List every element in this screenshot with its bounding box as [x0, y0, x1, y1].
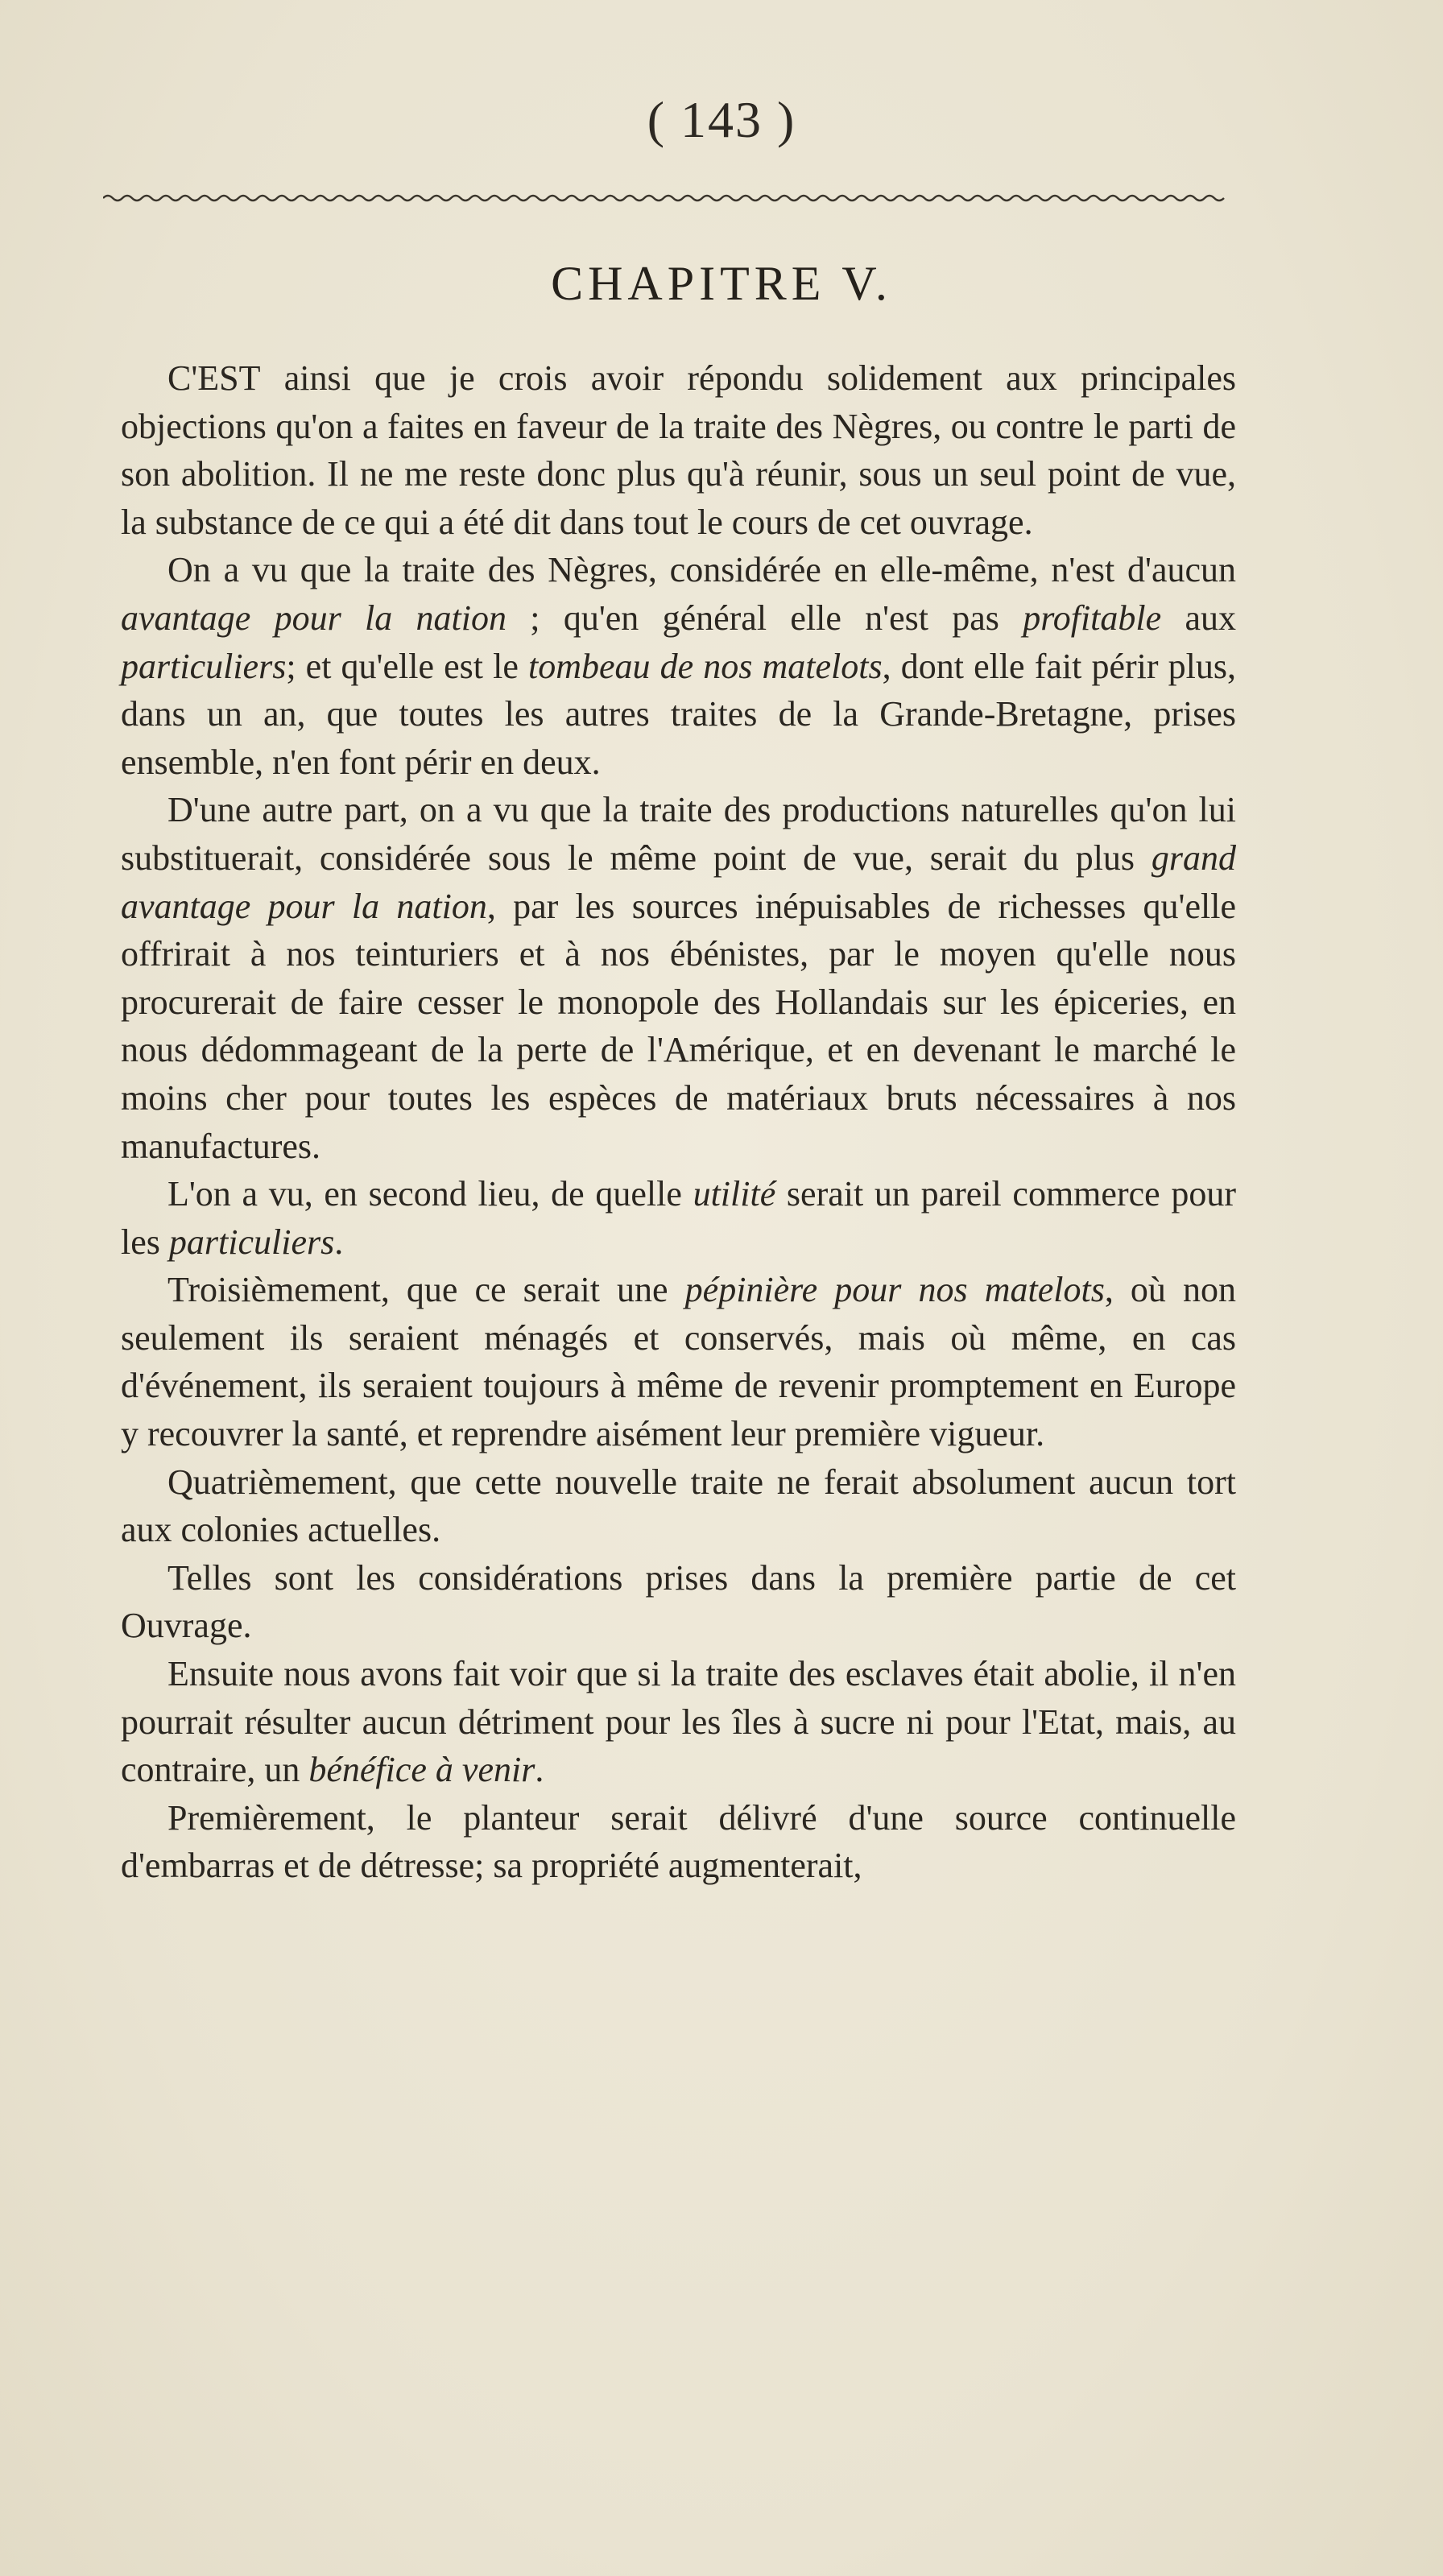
italic-text: particuliers	[168, 1222, 335, 1262]
text-run: aux	[1161, 597, 1236, 638]
text-run: Telles sont les considérations prises dans la première partie de cet Ouvrage.	[121, 1557, 1236, 1646]
text-run: On a vu que la traite des Nègres, considérée en elle-même, n'est d'aucun	[167, 550, 1236, 590]
page-number: ( 143 )	[647, 91, 796, 148]
small-caps-text: C'EST	[167, 358, 261, 398]
text-run: serait un pareil commerce pour les	[121, 1174, 1236, 1262]
text-run: .	[334, 1222, 344, 1262]
italic-text: grand avantage pour la nation	[121, 837, 1236, 926]
paragraph	[121, 786, 1236, 1170]
paragraph	[121, 1794, 1236, 1890]
text-run: Quatrièmement, que cette nouvelle traite ne ferait absolument aucun tort aux colonies actuelles.	[121, 1462, 1236, 1550]
paragraph	[121, 1266, 1236, 1458]
text-run: ; qu'en général elle n'est pas	[506, 597, 1023, 638]
text-run: L'on a vu, en second lieu, de quelle	[167, 1174, 693, 1214]
italic-text: avantage pour la nation	[121, 597, 506, 638]
text-run: , où non seulement ils seraient ménagés et conservés, mais où même, en cas d'événement, ils seraient toujours à même de revenir promptement en Europe y recouvrer la santé, et reprendre aisément leur première vigueur.	[121, 1270, 1237, 1454]
text-run: Troisièmement, que ce serait une	[167, 1270, 685, 1310]
italic-text: tombeau de nos matelots	[527, 646, 883, 686]
paragraph	[121, 1650, 1236, 1794]
italic-text: utilité	[693, 1174, 776, 1214]
paragraph	[121, 1458, 1236, 1554]
text-run: Ensuite nous avons fait voir que si la traite des esclaves était abolie, il n'en pourrait résulter aucun détriment pour les îles à sucre ni pour l'Etat, mais, au contraire, un	[121, 1654, 1236, 1790]
paragraph	[121, 1554, 1236, 1650]
text-run: Premièrement, le planteur serait délivré d'une source continuelle d'embarras et de détresse; sa propriété augmenterait,	[121, 1797, 1236, 1886]
italic-text: profitable	[1023, 597, 1162, 638]
text-run: D'une autre part, on a vu que la traite des productions naturelles qu'on lui substituerait, considérée sous le même point de vue, serait du plus	[121, 790, 1236, 878]
paragraph	[121, 354, 1236, 546]
text-run: ainsi que je crois avoir répondu solidement aux principales objections qu'on a faites en faveur de la traite des Nègres, ou contre le parti de son abolition. Il ne me reste donc plus qu'à réunir, sous un seul point de vue, la substance de ce qui a été dit dans tout le cours de cet ouvrage.	[121, 358, 1236, 542]
decorative-rule	[103, 192, 1240, 205]
body-text	[121, 354, 1236, 1890]
text-run: , par les sources inépuisables de richesses qu'elle offrirait à nos teinturiers et à nos ébénistes, par le moyen qu'elle nous procurerait de faire cesser le monopole des Hollandais sur les épiceries, en nous dédommageant de la perte de l'Amérique, et en devenant le marché le moins cher pour toutes les espèces de matériaux bruts nécessaires à nos manufactures.	[121, 886, 1236, 1166]
chapter-title: CHAPITRE V.	[551, 257, 892, 310]
italic-text: pépinière pour nos matelots	[684, 1270, 1105, 1310]
italic-text: particuliers	[121, 646, 287, 686]
paragraph	[121, 546, 1236, 786]
text-run: , dont elle fait périr plus, dans un an, que toutes les autres traites de la Grande-Bretagne, prises ensemble, n'en font périr en deux.	[121, 646, 1236, 782]
text-run: ; et qu'elle est le	[286, 646, 528, 686]
paragraph	[121, 1170, 1236, 1266]
text-run: .	[535, 1750, 544, 1790]
italic-text: bénéfice à venir	[308, 1750, 535, 1790]
